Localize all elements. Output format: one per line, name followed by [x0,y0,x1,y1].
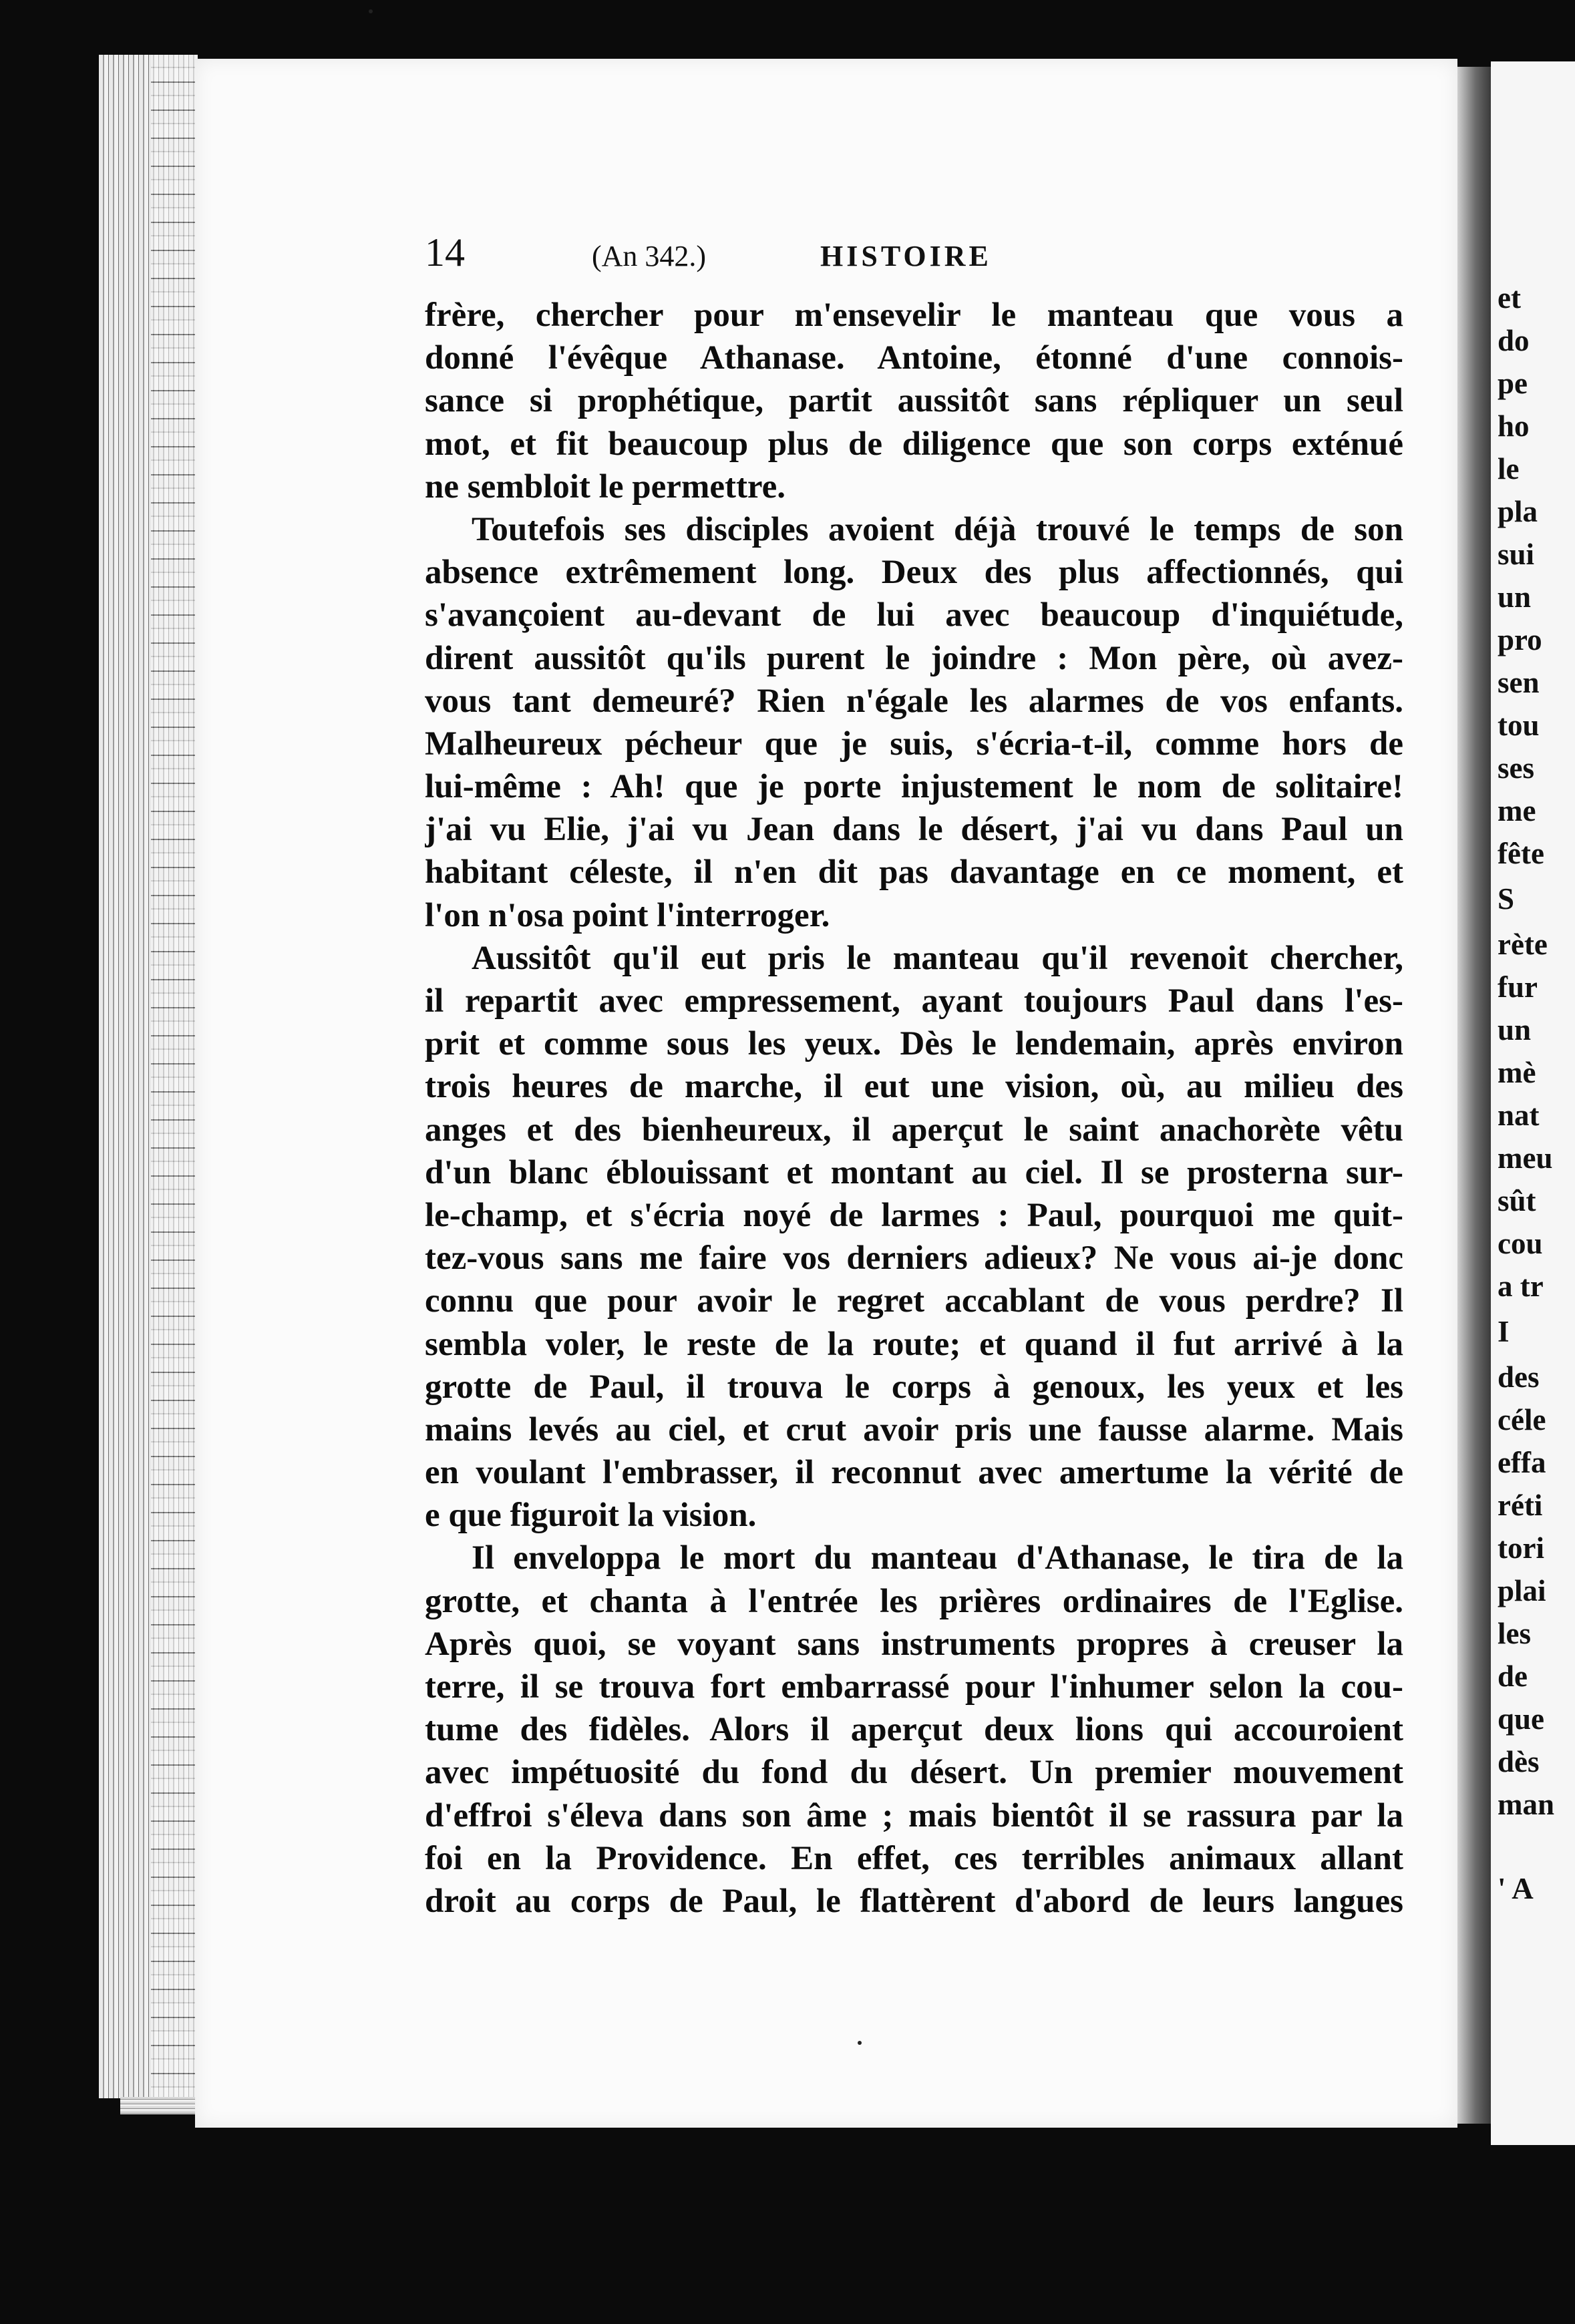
text-line: sance si prophétique, partit aussitôt sans répliquer un seul [425,382,1403,420]
text-line: habitant céleste, il n'en dit pas davantage en ce moment, et [425,853,1403,892]
text-line: e que figuroit la vision. [425,1497,757,1535]
facing-page-fragment: ses [1498,751,1534,785]
facing-page-fragment: dès [1498,1745,1540,1778]
text-line: le-champ, et s'écria noyé de larmes : Paul, pourquoi me quit- [425,1196,1403,1234]
text-line: connu que pour avoir le regret accablant de vous perdre? Il [425,1282,1403,1320]
text-line: Aussitôt qu'il eut pris le manteau qu'il revenoit chercher, [472,939,1403,977]
facing-page-fragment: de [1498,1660,1528,1693]
text-line: grotte, et chanta à l'entrée les prières ordinaires de l'Eglise. [425,1582,1403,1620]
text-line: anges et des bienheureux, il aperçut le saint anachorète vêtu [425,1111,1403,1149]
text-line: tume des fidèles. Alors il aperçut deux lions qui accouroient [425,1711,1403,1749]
facing-page-fragment: effa [1498,1446,1546,1479]
facing-page-fragment: le [1498,452,1520,486]
facing-page-fragment: des [1498,1360,1540,1394]
facing-page-fragment: cou [1498,1227,1543,1260]
facing-page-fragment: tori [1498,1531,1544,1565]
text-line: Il enveloppa le mort du manteau d'Athanase, le tira de la [472,1539,1403,1577]
text-line: j'ai vu Elie, j'ai vu Jean dans le désert, j'ai vu dans Paul un [425,811,1403,849]
text-line: terre, il se trouva fort embarrassé pour l'inhumer selon la cou- [425,1668,1403,1706]
text-line: d'effroi s'éleva dans son âme ; mais bientôt il se rassura par la [425,1796,1403,1834]
year-marker: (An 342.) [592,240,707,272]
facing-page-fragment: tou [1498,709,1540,742]
text-line: il repartit avec empressement, ayant toujours Paul dans l'es- [425,982,1403,1020]
facing-page-fragment: ho [1498,409,1530,443]
facing-page-fragment: nat [1498,1099,1540,1132]
text-line: Toutefois ses disciples avoient déjà trouvé le temps de son [472,510,1403,548]
book-gutter [1457,67,1491,2124]
text-line: Malheureux pécheur que je suis, s'écria-t-il, comme hors de [425,725,1403,763]
text-line: droit au corps de Paul, le flattèrent d'abord de leurs langues [425,1882,1403,1920]
text-line: s'avançoient au-devant de lui avec beaucoup d'inquiétude, [425,596,1403,634]
facing-page-fragment: que [1498,1702,1545,1736]
facing-page-fragment: rète [1498,928,1548,961]
text-line: prit et comme sous les yeux. Dès le lendemain, après environ [425,1025,1403,1063]
body-text [425,294,1403,1923]
text-line: d'un blanc éblouissant et montant au ciel. Il se prosterna sur- [425,1153,1403,1191]
text-line: ne sembloit le permettre. [425,467,786,506]
facing-page-fragment: sen [1498,666,1540,699]
facing-page-fragment: fur [1498,970,1538,1004]
text-line: lui-même : Ah! que je porte injustement le nom de solitaire! [425,768,1403,806]
facing-page-fragment: les [1498,1617,1531,1650]
facing-page-fragment: sût [1498,1184,1536,1217]
text-line: grotte de Paul, il trouva le corps à genoux, les yeux et les [425,1368,1403,1406]
text-line: foi en la Providence. En effet, ces terribles animaux allant [425,1839,1403,1877]
text-line: donné l'évêque Athanase. Antoine, étonné d'une connois- [425,339,1403,377]
facing-page-fragment: et [1498,281,1521,315]
text-line: absence extrêmement long. Deux des plus affectionnés, qui [425,554,1403,592]
facing-page-fragment: I [1498,1315,1510,1348]
facing-page-fragment: me [1498,794,1536,827]
running-title: HISTOIRE [820,240,992,272]
running-header [425,230,1427,286]
facing-page-fragment: meu [1498,1141,1553,1175]
text-line: dirent aussitôt qu'ils purent le joindre : Mon père, où avez- [425,639,1403,677]
page-number: 14 [425,230,465,274]
facing-page-fragment: réti [1498,1489,1543,1522]
text-line: tez-vous sans me faire vos derniers adieux? Ne vous ai-je donc [425,1239,1403,1278]
facing-page-fragment: fête [1498,837,1544,870]
text-line: mains levés au ciel, et crut avoir pris une fausse alarme. Mais [425,1410,1403,1448]
facing-page-fragment: ' A [1498,1872,1534,1905]
text-line: Après quoi, se voyant sans instruments propres à creuser la [425,1625,1403,1663]
scan-speck [858,2041,862,2045]
facing-page-fragment: céle [1498,1403,1546,1436]
text-line: trois heures de marche, il eut une vision, où, au milieu des [425,1068,1403,1106]
book-page-edges-texture [151,55,198,2105]
facing-page [1491,61,1575,2145]
facing-page-fragment: do [1498,324,1530,357]
facing-page-fragment: mè [1498,1056,1536,1089]
facing-page-fragment: plai [1498,1574,1546,1607]
facing-page-fragment: un [1498,580,1532,614]
text-line: en voulant l'embrasser, il reconnut avec amertume la vérité de [425,1454,1403,1492]
text-line: vous tant demeuré? Rien n'égale les alarmes de vos enfants. [425,682,1403,720]
scan-speck [369,9,373,13]
facing-page-fragment: pe [1498,367,1528,400]
facing-page-fragment: man [1498,1788,1555,1821]
text-line: mot, et fit beaucoup plus de diligence que son corps exténué [425,425,1403,463]
facing-page-fragment: un [1498,1013,1532,1046]
facing-page-fragment: pro [1498,623,1542,656]
facing-page-fragment: S [1498,882,1515,916]
text-line: avec impétuosité du fond du désert. Un premier mouvement [425,1754,1403,1792]
facing-page-fragment: pla [1498,495,1538,528]
facing-page-fragment: a tr [1498,1270,1544,1303]
facing-page-fragment: sui [1498,538,1535,571]
text-line: frère, chercher pour m'ensevelir le manteau que vous a [425,297,1403,334]
text-line: sembla voler, le reste de la route; et quand il fut arrivé à la [425,1325,1403,1363]
text-line: l'on n'osa point l'interroger. [425,896,830,934]
